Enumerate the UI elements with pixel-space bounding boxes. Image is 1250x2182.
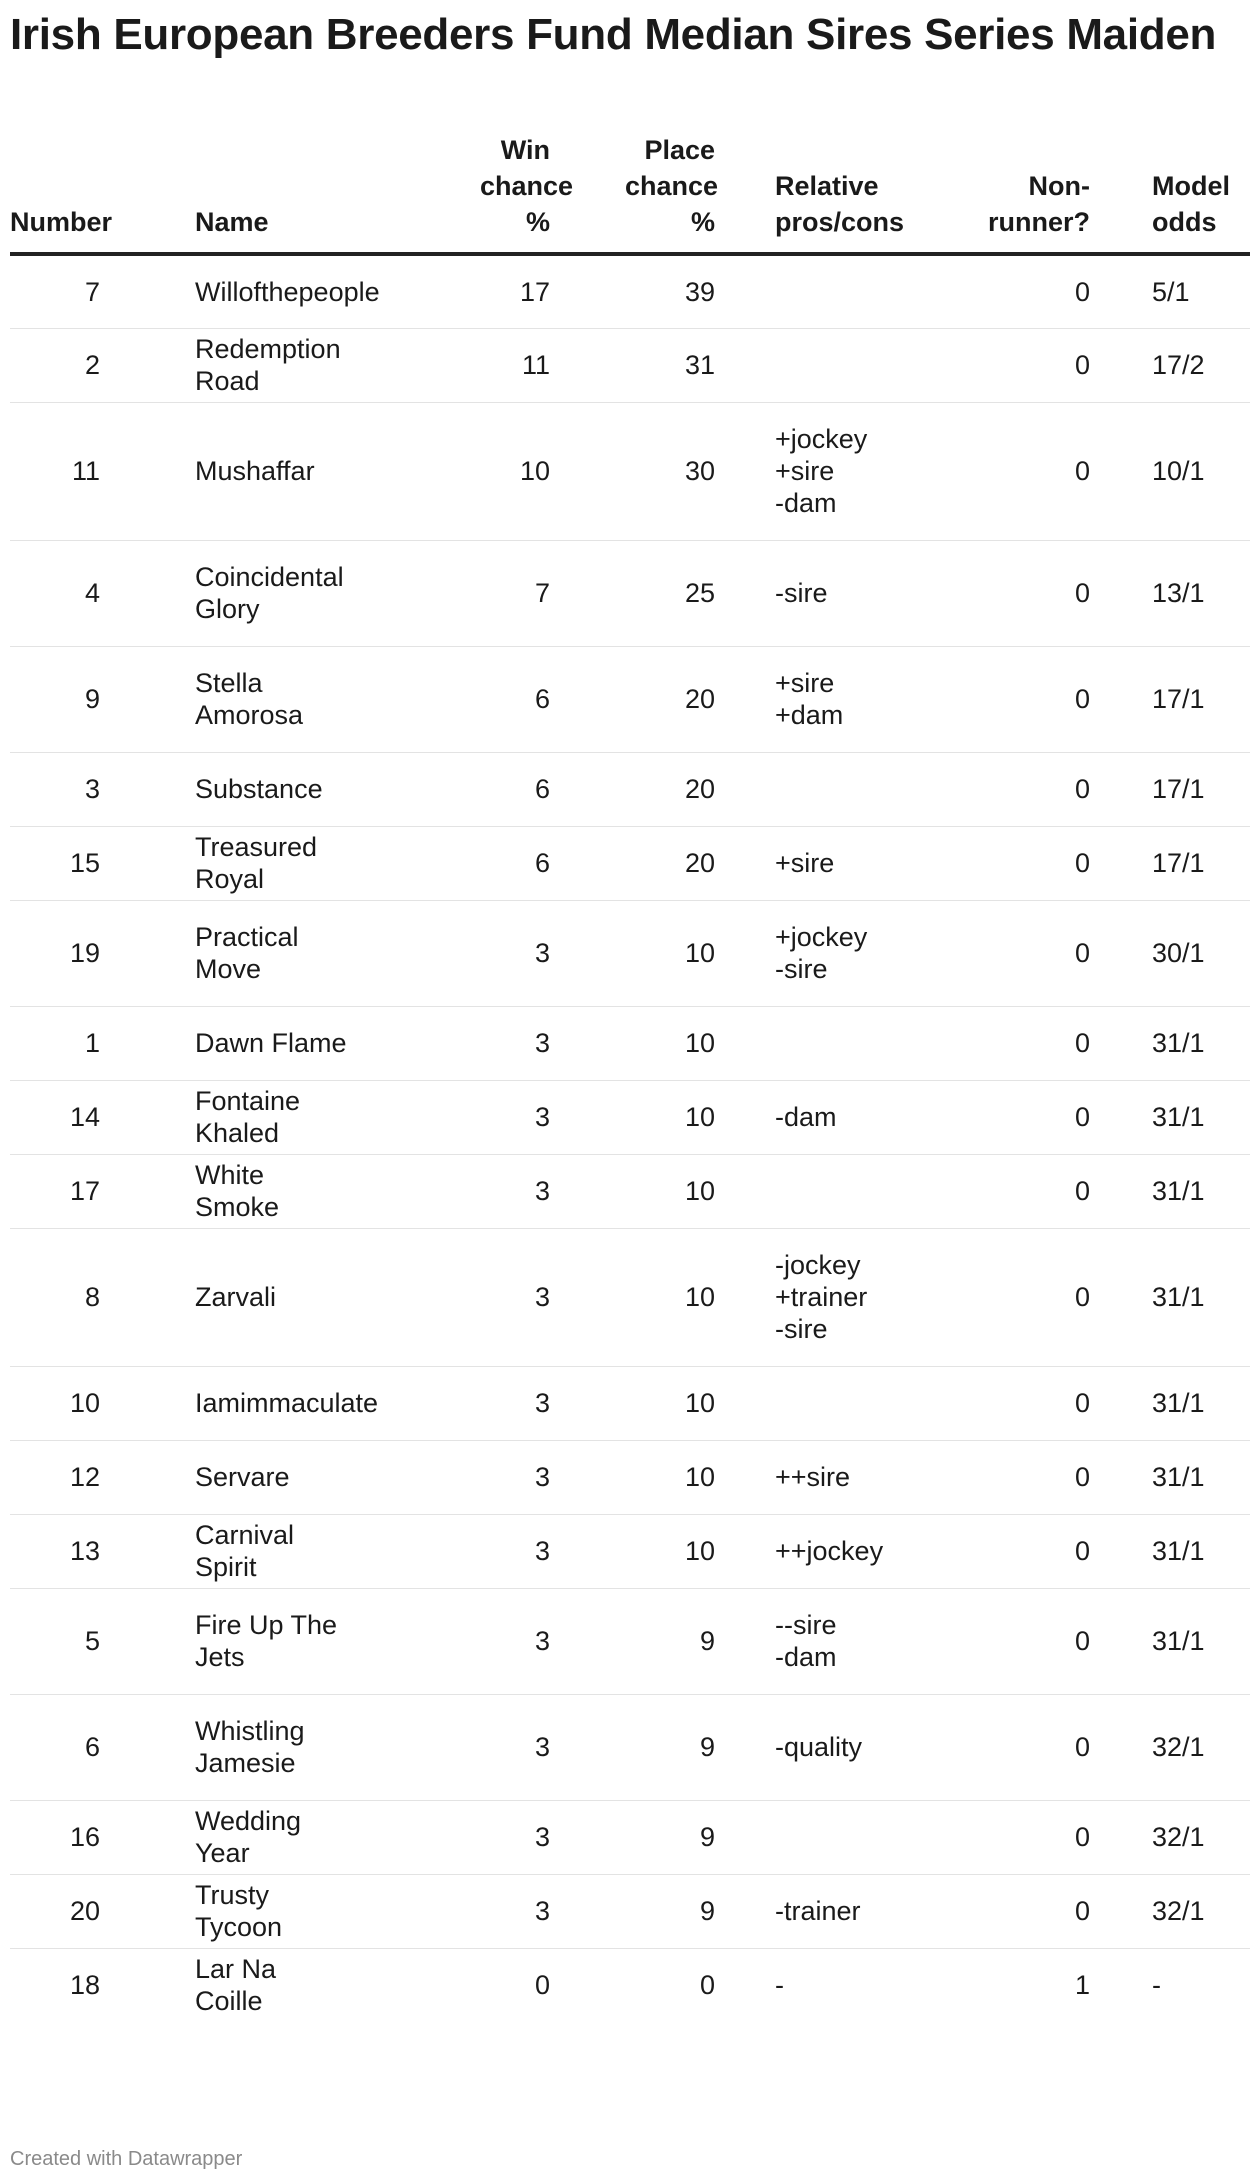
- cell-name: Willofthepeople: [160, 254, 370, 328]
- cell-model-odds: 17/1: [1090, 646, 1250, 752]
- cell-win-chance: 3: [370, 1154, 550, 1228]
- cell-place-chance: 25: [550, 540, 715, 646]
- footer-credit: Created with Datawrapper: [10, 2148, 243, 2170]
- cell-relative: -jockey +trainer -sire: [715, 1228, 935, 1366]
- cell-number: 14: [10, 1080, 160, 1154]
- cell-relative: [715, 1154, 935, 1228]
- cell-relative: --sire -dam: [715, 1588, 935, 1694]
- cell-number: 13: [10, 1514, 160, 1588]
- cell-relative: ++sire: [715, 1440, 935, 1514]
- cell-name: Zarvali: [160, 1228, 370, 1366]
- cell-number: 10: [10, 1366, 160, 1440]
- cell-win-chance: 6: [370, 752, 550, 826]
- table-header: [10, 110, 1250, 254]
- cell-win-chance: 3: [370, 900, 550, 1006]
- cell-win-chance: 3: [370, 1366, 550, 1440]
- cell-name: Iamimmaculate: [160, 1366, 370, 1440]
- table-row: [10, 540, 1250, 646]
- cell-name: Servare: [160, 1440, 370, 1514]
- cell-model-odds: 31/1: [1090, 1228, 1250, 1366]
- cell-number: 19: [10, 900, 160, 1006]
- cell-relative: ++jockey: [715, 1514, 935, 1588]
- cell-number: 20: [10, 1874, 160, 1948]
- cell-win-chance: 0: [534, 1970, 550, 2001]
- cell-win-chance: 3: [370, 1874, 550, 1948]
- cell-relative: +jockey +sire -dam: [715, 402, 935, 540]
- cell-non-runner: 0: [935, 1514, 1090, 1588]
- cell-win-chance: 3: [370, 1514, 550, 1588]
- cell-non-runner: 0: [935, 826, 1090, 900]
- table-row: [10, 1006, 1250, 1080]
- cell-win-chance: 3: [370, 1440, 550, 1514]
- table-row: [10, 1800, 1250, 1874]
- cell-name: Practical Move: [160, 900, 370, 1006]
- column-header-name[interactable]: Name: [160, 110, 370, 254]
- column-header-win-chance[interactable]: Win chance %: [370, 110, 550, 254]
- cell-number: 6: [10, 1694, 160, 1800]
- cell-name: Substance: [160, 752, 370, 826]
- cell-model-odds: 32/1: [1090, 1800, 1250, 1874]
- cell-place-chance: 9: [550, 1874, 715, 1948]
- cell-relative: -: [775, 1970, 784, 2001]
- cell-win-chance: 3: [370, 1588, 550, 1694]
- cell-number: 3: [10, 752, 160, 826]
- cell-place-chance: 9: [550, 1588, 715, 1694]
- cell-model-odds: 31/1: [1090, 1006, 1250, 1080]
- cell-win-chance: 6: [370, 826, 550, 900]
- cell-non-runner: 0: [935, 1228, 1090, 1366]
- cell-name: Carnival Spirit: [160, 1514, 370, 1588]
- cell-win-chance: 17: [370, 254, 550, 328]
- cell-relative: +jockey -sire: [715, 900, 935, 1006]
- cell-non-runner: 0: [935, 1588, 1090, 1694]
- cell-non-runner: 0: [935, 1006, 1090, 1080]
- cell-non-runner: 0: [935, 1800, 1090, 1874]
- cell-relative: [715, 1800, 935, 1874]
- cell-win-chance: 3: [370, 1006, 550, 1080]
- table-row: [10, 646, 1250, 752]
- table-row: [10, 1588, 1250, 1694]
- cell-model-odds: 17/1: [1090, 826, 1250, 900]
- cell-name: Stella Amorosa: [160, 646, 370, 752]
- cell-non-runner: 0: [935, 1154, 1090, 1228]
- cell-place-chance: 9: [550, 1800, 715, 1874]
- cell-place-chance: 0: [699, 1970, 715, 2001]
- cell-relative: -trainer: [715, 1874, 935, 1948]
- cell-model-odds: 31/1: [1090, 1514, 1250, 1588]
- cell-non-runner: 0: [935, 540, 1090, 646]
- cell-name: Fire Up The Jets: [160, 1588, 370, 1694]
- table-container: [10, 110, 1230, 2022]
- cell-name: Trusty Tycoon: [160, 1874, 370, 1948]
- cell-model-odds: -: [1152, 1970, 1161, 2001]
- table-body: [10, 254, 1250, 2022]
- cell-name: Fontaine Khaled: [160, 1080, 370, 1154]
- cell-place-chance: 39: [550, 254, 715, 328]
- table-row: [10, 1366, 1250, 1440]
- cell-non-runner: 0: [935, 1366, 1090, 1440]
- cell-place-chance: 10: [550, 1514, 715, 1588]
- cell-win-chance: 7: [370, 540, 550, 646]
- column-header-non-runner[interactable]: Non-runner?: [935, 110, 1090, 254]
- column-header-place-chance[interactable]: Place chance %: [550, 110, 715, 254]
- cell-number: 12: [10, 1440, 160, 1514]
- cell-non-runner: 0: [935, 752, 1090, 826]
- cell-name: Mushaffar: [160, 402, 370, 540]
- cell-model-odds: 13/1: [1090, 540, 1250, 646]
- cell-non-runner: 0: [935, 328, 1090, 402]
- table-row: [10, 254, 1250, 328]
- cell-name: Treasured Royal: [160, 826, 370, 900]
- cell-name: Coincidental Glory: [160, 540, 370, 646]
- cell-model-odds: 31/1: [1090, 1154, 1250, 1228]
- table-row: [10, 1154, 1250, 1228]
- cell-name: Wedding Year: [160, 1800, 370, 1874]
- cell-relative: [715, 752, 935, 826]
- cell-win-chance: 11: [370, 328, 550, 402]
- cell-model-odds: 31/1: [1090, 1440, 1250, 1514]
- cell-place-chance: 10: [550, 900, 715, 1006]
- page-title: Irish European Breeders Fund Median Sires Series Maiden: [10, 10, 1217, 59]
- cell-model-odds: 31/1: [1090, 1080, 1250, 1154]
- cell-relative: -quality: [715, 1694, 935, 1800]
- column-header-number[interactable]: Number: [10, 110, 160, 254]
- cell-non-runner: 0: [935, 1080, 1090, 1154]
- cell-number: 4: [10, 540, 160, 646]
- cell-number: 1: [10, 1006, 160, 1080]
- table-row: [10, 1874, 1250, 1948]
- table-row: [10, 328, 1250, 402]
- cell-name: White Smoke: [160, 1154, 370, 1228]
- runners-table: [10, 110, 1250, 2022]
- cell-relative: -sire: [715, 540, 935, 646]
- cell-place-chance: 10: [550, 1228, 715, 1366]
- cell-place-chance: 20: [550, 826, 715, 900]
- cell-place-chance: 31: [550, 328, 715, 402]
- cell-number: 11: [10, 402, 160, 540]
- cell-non-runner: 0: [935, 1440, 1090, 1514]
- cell-number: 18: [69, 1970, 100, 2001]
- cell-place-chance: 10: [550, 1154, 715, 1228]
- cell-non-runner: 0: [935, 402, 1090, 540]
- table-row: [10, 1514, 1250, 1588]
- cell-non-runner: 1: [1074, 1970, 1090, 2001]
- cell-name: Redemption Road: [160, 328, 370, 402]
- cell-number: 15: [10, 826, 160, 900]
- cell-number: 7: [10, 254, 160, 328]
- cell-model-odds: 17/2: [1090, 328, 1250, 402]
- cell-model-odds: 31/1: [1090, 1588, 1250, 1694]
- cell-win-chance: 3: [370, 1800, 550, 1874]
- table-row: [10, 1948, 1250, 2022]
- cell-relative: [715, 254, 935, 328]
- cell-number: 5: [10, 1588, 160, 1694]
- cell-model-odds: 31/1: [1090, 1366, 1250, 1440]
- cell-relative: [715, 328, 935, 402]
- cell-win-chance: 3: [370, 1228, 550, 1366]
- cell-model-odds: 17/1: [1090, 752, 1250, 826]
- cell-non-runner: 0: [935, 254, 1090, 328]
- table-row: [10, 900, 1250, 1006]
- table-row: [10, 752, 1250, 826]
- table-row: [10, 402, 1250, 540]
- cell-relative: +sire +dam: [715, 646, 935, 752]
- cell-place-chance: 30: [550, 402, 715, 540]
- cell-non-runner: 0: [935, 900, 1090, 1006]
- cell-place-chance: 20: [550, 646, 715, 752]
- cell-model-odds: 5/1: [1090, 254, 1250, 328]
- cell-model-odds: 32/1: [1090, 1694, 1250, 1800]
- cell-win-chance: 6: [370, 646, 550, 752]
- column-header-relative[interactable]: Relative pros/cons: [715, 110, 935, 254]
- cell-place-chance: 10: [550, 1440, 715, 1514]
- cell-name: Whistling Jamesie: [160, 1694, 370, 1800]
- cell-place-chance: 10: [550, 1006, 715, 1080]
- cell-model-odds: 32/1: [1090, 1874, 1250, 1948]
- cell-non-runner: 0: [935, 1874, 1090, 1948]
- cell-relative: [715, 1366, 935, 1440]
- cell-place-chance: 10: [550, 1366, 715, 1440]
- cell-win-chance: 10: [370, 402, 550, 540]
- cell-number: 8: [10, 1228, 160, 1366]
- cell-number: 17: [10, 1154, 160, 1228]
- header-row: [10, 110, 1250, 254]
- cell-place-chance: 10: [550, 1080, 715, 1154]
- cell-place-chance: 9: [550, 1694, 715, 1800]
- cell-win-chance: 3: [370, 1080, 550, 1154]
- cell-relative: +sire: [715, 826, 935, 900]
- cell-number: 16: [10, 1800, 160, 1874]
- cell-model-odds: 30/1: [1090, 900, 1250, 1006]
- table-row: [10, 1228, 1250, 1366]
- cell-non-runner: 0: [935, 1694, 1090, 1800]
- cell-place-chance: 20: [550, 752, 715, 826]
- table-row: [10, 826, 1250, 900]
- cell-relative: -dam: [715, 1080, 935, 1154]
- cell-model-odds: 10/1: [1090, 402, 1250, 540]
- cell-name: Lar Na Coille: [195, 1954, 277, 2017]
- cell-relative: [715, 1006, 935, 1080]
- cell-win-chance: 3: [370, 1694, 550, 1800]
- table-row: [10, 1440, 1250, 1514]
- cell-name: Dawn Flame: [160, 1006, 370, 1080]
- cell-non-runner: 0: [935, 646, 1090, 752]
- table-row: [10, 1080, 1250, 1154]
- table-row: [10, 1694, 1250, 1800]
- column-header-model-odds[interactable]: Model odds: [1090, 110, 1250, 254]
- cell-number: 9: [10, 646, 160, 752]
- cell-number: 2: [10, 328, 160, 402]
